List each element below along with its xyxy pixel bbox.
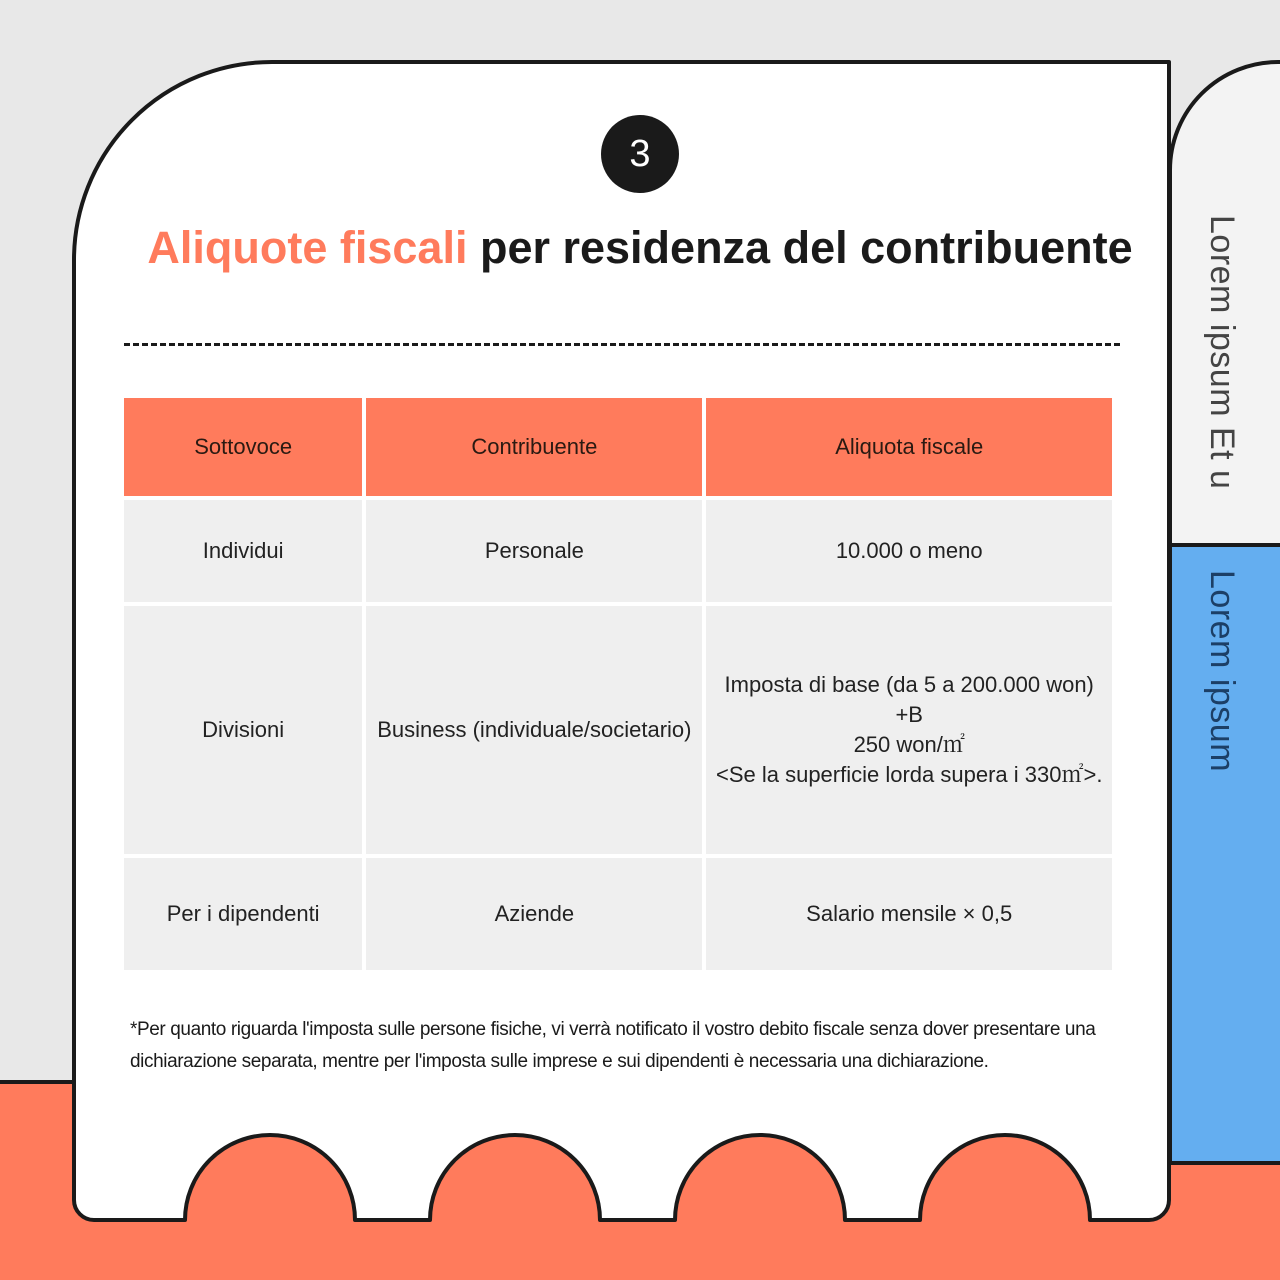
table-row (124, 858, 1112, 970)
cell-sottovoce: Divisioni (124, 606, 362, 854)
header-contribuente: Contribuente (366, 398, 702, 496)
cell-aliquota (706, 606, 1112, 854)
title-rest: per residenza del contribuente (467, 222, 1133, 273)
side-tab-top-label: Lorem ipsum Et u (1203, 215, 1241, 490)
table-row (124, 606, 1112, 854)
aliquota-line: Salario mensile × 0,5 (806, 901, 1013, 926)
tax-rates-table (120, 394, 1116, 974)
dashed-divider (124, 343, 1120, 346)
aliquota-line: +B (895, 702, 923, 727)
cell-sottovoce: Per i dipendenti (124, 858, 362, 970)
cell-contribuente: Personale (366, 500, 702, 602)
table-header-row (124, 398, 1112, 496)
page-title (100, 222, 1180, 274)
cell-contribuente: Business (individuale/societario) (366, 606, 702, 854)
footnote: *Per quanto riguarda l'imposta sulle persone fisiche, vi verrà notificato il vostro debito fiscale senza dover presentare una dichiarazione separata, mentre per l'imposta sulle imprese e sui dipendenti è necessaria una dichiarazione. (130, 1019, 1096, 1072)
step-number-badge: 3 (601, 115, 679, 193)
header-aliquota: Aliquota fiscale (706, 398, 1112, 496)
side-tab-blue-label: Lorem ipsum (1203, 570, 1241, 773)
cell-sottovoce: Individui (124, 500, 362, 602)
aliquota-line: 250 won/㎡ (853, 732, 965, 757)
cell-aliquota (706, 858, 1112, 970)
aliquota-line: <Se la superficie lorda supera i 330㎡>. (715, 762, 1103, 787)
aliquota-line: Imposta di base (da 5 a 200.000 won) (724, 672, 1094, 697)
title-accent: Aliquote fiscali (147, 222, 468, 273)
cell-aliquota (706, 500, 1112, 602)
header-sottovoce: Sottovoce (124, 398, 362, 496)
cell-contribuente: Aziende (366, 858, 702, 970)
aliquota-line: 10.000 o meno (835, 538, 983, 563)
table-row (124, 500, 1112, 602)
